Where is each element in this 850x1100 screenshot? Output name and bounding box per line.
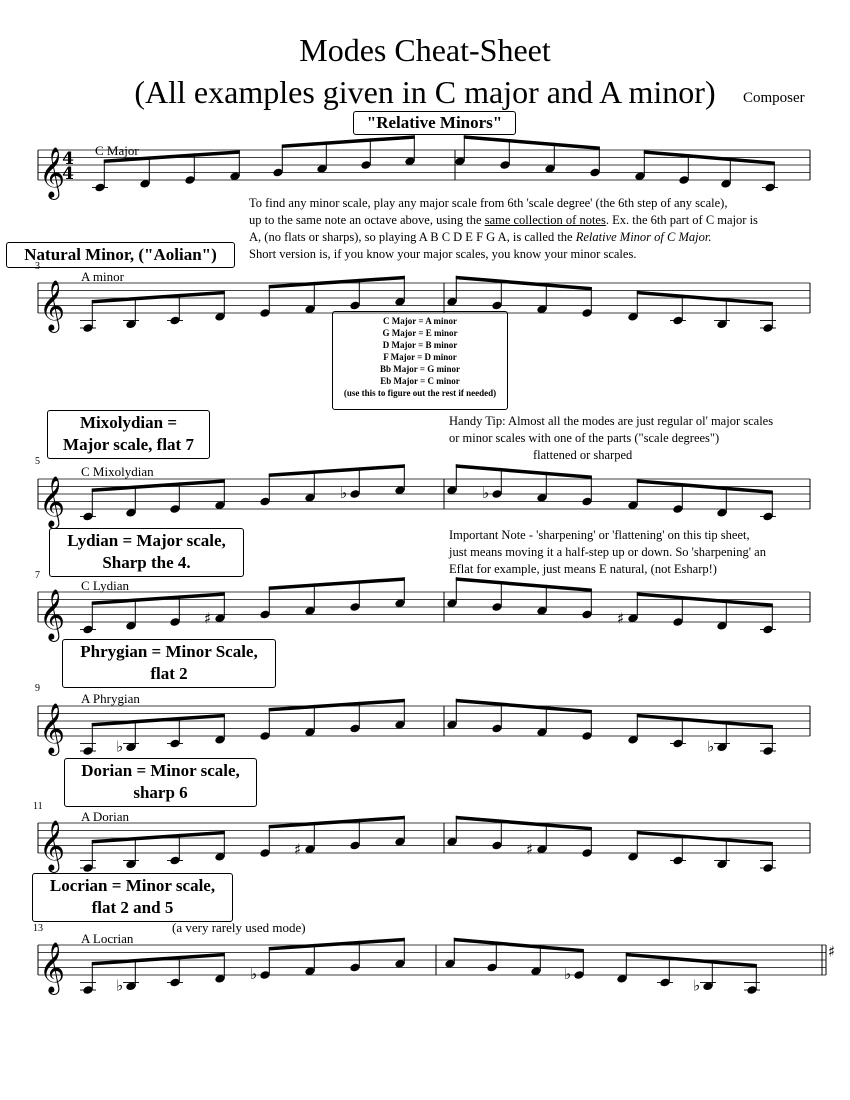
page-title: Modes Cheat-Sheet <box>299 32 551 68</box>
sharp-icon: ♯ <box>294 840 302 859</box>
locrian-note: (a very rarely used mode) <box>172 920 306 935</box>
treble-clef-icon: 𝄞 <box>39 820 66 871</box>
heading-line: Dorian = Minor scale, <box>81 761 240 780</box>
note-beam <box>92 479 225 492</box>
heading-line: flat 2 <box>150 664 188 683</box>
treble-clef-icon: 𝄞 <box>39 476 66 527</box>
flat-icon: ♭ <box>707 737 715 756</box>
note-beam <box>92 592 225 605</box>
relative-minors-heading: "Relative Minors" <box>353 111 516 135</box>
text-run: A, (no flats or sharps), so playing A B C D E F G A, is called the <box>249 230 576 244</box>
note-beam <box>269 577 405 590</box>
sharp-icon: ♯ <box>526 840 534 859</box>
note-beam <box>282 135 415 148</box>
flat-icon: ♭ <box>250 965 258 983</box>
table-row: F Major = D minor <box>383 352 457 362</box>
paragraph-line: To find any minor scale, play any major scale from 6th 'scale degree' (the 6th step of any scale), <box>249 196 728 210</box>
note-beam <box>464 135 600 150</box>
note-beam <box>92 291 225 304</box>
tip-line: Handy Tip: Almost all the modes are just regular ol' major scales <box>449 414 774 428</box>
heading-line: sharp 6 <box>133 783 188 802</box>
note-line: Eflat for example, just means E natural, (not Esharp!) <box>449 562 717 576</box>
tip-line: flattened or sharped <box>533 448 633 462</box>
flat-icon: ♭ <box>116 976 124 995</box>
flat-icon: ♭ <box>693 976 701 995</box>
table-row: (use this to figure out the rest if needed) <box>343 388 497 398</box>
table-row: Bb Major = G minor <box>380 364 460 374</box>
note-beam <box>269 276 405 289</box>
text-run: . Ex. the 6th part of C major is <box>605 213 758 227</box>
heading-line: Phrygian = Minor Scale, <box>80 642 258 661</box>
treble-clef-icon: 𝄞 <box>39 703 66 754</box>
note-beam <box>269 464 405 477</box>
heading-line: Major scale, flat 7 <box>63 435 194 454</box>
italic-text: Relative Minor of C Major. <box>575 230 712 244</box>
treble-clef-icon: 𝄞 <box>39 147 66 198</box>
note-beam <box>92 831 225 844</box>
page-subtitle: (All examples given in C major and A minor) <box>134 74 716 110</box>
scale-label: C Major <box>95 143 139 158</box>
key-change-sharp-icon: ♯ <box>828 942 836 961</box>
scale-label: C Mixolydian <box>81 464 154 479</box>
scale-label: A Locrian <box>81 931 134 946</box>
heading-line: flat 2 and 5 <box>91 898 174 917</box>
note-line: just means moving it a half-step up or down. So 'sharpening' an <box>449 545 766 559</box>
time-signature-bottom: 4 <box>62 164 74 184</box>
scale-label: A minor <box>81 269 124 284</box>
natural-minor-heading: Natural Minor, ("Aolian") <box>6 242 235 268</box>
note-beam <box>92 953 225 966</box>
heading-line: Mixolydian = <box>79 413 178 432</box>
note-beam <box>92 714 225 727</box>
measure-number: 9 <box>35 683 40 694</box>
sharp-icon: ♯ <box>617 609 625 628</box>
note-beam <box>456 577 592 592</box>
table-row: Eb Major = C minor <box>380 376 460 386</box>
sharp-icon: ♯ <box>204 609 212 628</box>
treble-clef-icon: 𝄞 <box>39 942 66 993</box>
treble-clef-icon: 𝄞 <box>39 280 66 331</box>
table-row: G Major = E minor <box>382 328 458 338</box>
measure-number: 11 <box>33 801 43 812</box>
note-line: Important Note - 'sharpening' or 'flattening' on this tip sheet, <box>449 528 750 542</box>
text-run: up to the same note an octave above, using the <box>249 213 485 227</box>
scale-label: A Dorian <box>81 809 130 824</box>
note-beam <box>456 464 592 479</box>
heading-line: Sharp the 4. <box>102 553 191 572</box>
composer-label: Composer <box>743 90 805 106</box>
time-signature-top: 4 <box>62 149 74 169</box>
scale-label: C Lydian <box>81 578 130 593</box>
treble-clef-icon: 𝄞 <box>39 589 66 640</box>
underlined-text: same collection of notes <box>484 213 606 227</box>
note-beam <box>269 699 405 712</box>
heading-line: Locrian = Minor scale, <box>49 876 216 895</box>
tip-line: or minor scales with one of the parts ("scale degrees") <box>449 431 720 445</box>
scale-label: A Phrygian <box>81 691 140 706</box>
flat-icon: ♭ <box>482 484 490 502</box>
note-beam <box>269 938 405 951</box>
heading-line: Lydian = Major scale, <box>67 531 226 550</box>
table-row: C Major = A minor <box>383 316 457 326</box>
flat-icon: ♭ <box>564 965 572 983</box>
note-beam <box>104 150 240 163</box>
table-row: D Major = B minor <box>382 340 458 350</box>
measure-number: 13 <box>33 923 43 934</box>
note-beam <box>269 816 405 829</box>
measure-number: 3 <box>35 261 40 272</box>
paragraph-line: Short version is, if you know your major scales, you know your minor scales. <box>249 247 637 261</box>
measure-number: 5 <box>35 456 40 467</box>
flat-icon: ♭ <box>340 484 348 502</box>
flat-icon: ♭ <box>116 737 124 756</box>
measure-number: 7 <box>35 570 40 581</box>
